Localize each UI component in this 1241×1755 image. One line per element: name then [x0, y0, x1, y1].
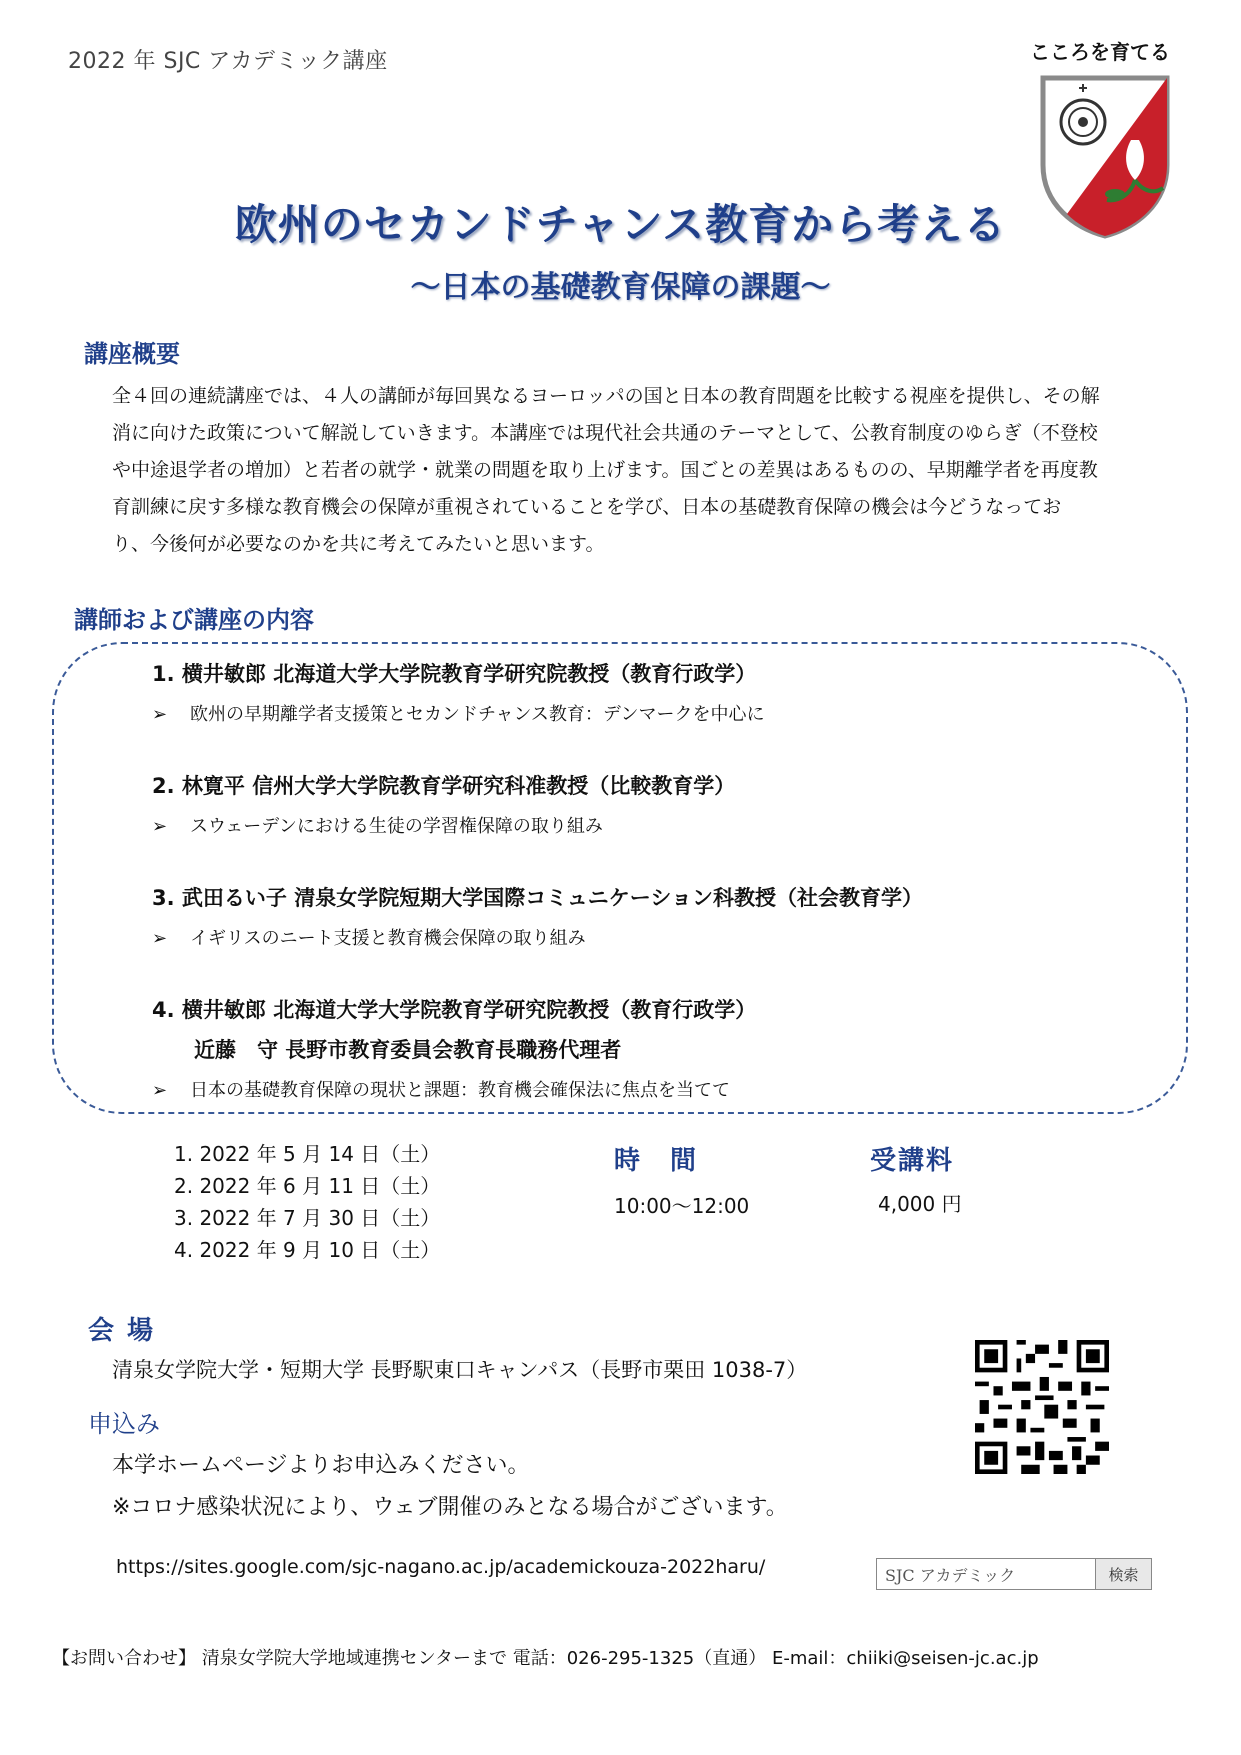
venue-label: 会 場 — [88, 1316, 156, 1346]
topic-text: スウェーデンにおける生徒の学習権保障の取り組み — [190, 816, 603, 837]
venue-value: 清泉女学院大学・短期大学 長野駅東口キャンパス（長野市栗田 1038-7） — [112, 1358, 808, 1382]
topic-4 — [152, 1076, 730, 1102]
series-label: 2022 年 SJC アカデミック講座 — [68, 49, 388, 74]
page-title: 欧州のセカンドチャンス教育から考える — [234, 200, 1007, 249]
lectures-heading: 講師および講座の内容 — [74, 606, 314, 634]
apply-label: 申込み — [88, 1410, 160, 1438]
bullet-arrow-icon: ➢ — [152, 704, 168, 725]
qr-code-icon[interactable] — [975, 1340, 1109, 1474]
overview-line: 育訓練に戻す多様な教育機会の保障が重視されていることを学び、日本の基礎教育保障の機会は今どうなってお — [112, 496, 1062, 518]
lecturer-3: 3. 武田るい子 清泉女学院短期大学国際コミュニケーション科教授（社会教育学） — [152, 886, 923, 910]
apply-url-link[interactable]: https://sites.google.com/sjc-nagano.ac.jp/academickouza-2022haru/ — [116, 1556, 766, 1578]
overview-line: 全４回の連続講座では、４人の講師が毎回異なるヨーロッパの国と日本の教育問題を比較する視座を提供し、その解 — [112, 385, 1100, 407]
topic-text: 日本の基礎教育保障の現状と課題：教育機会確保法に焦点を当てて — [190, 1080, 730, 1101]
lecturer-4: 4. 横井敏郎 北海道大学大学院教育学研究院教授（教育行政学） — [152, 998, 757, 1022]
fee-label: 受講料 — [870, 1146, 955, 1176]
time-value: 10:00～12:00 — [614, 1194, 750, 1218]
date-4: 4. 2022 年 9 月 10 日（土） — [174, 1238, 441, 1262]
bullet-arrow-icon: ➢ — [152, 816, 168, 837]
topic-2 — [152, 812, 603, 838]
search-button[interactable]: 検索 — [1095, 1559, 1151, 1589]
lecturer-4b: 近藤 守 長野市教育委員会教育長職務代理者 — [194, 1038, 622, 1062]
contact-info: 【お問い合わせ】 清泉女学院大学地域連携センターまで 電話：026-295-1325（直通） E-mail：chiiki@seisen-jc.ac.jp — [52, 1648, 1039, 1669]
apply-line1: 本学ホームページよりお申込みください。 — [112, 1453, 530, 1478]
time-label: 時 間 — [614, 1146, 699, 1176]
search-input[interactable] — [877, 1559, 1095, 1589]
topic-3 — [152, 924, 586, 950]
date-2: 2. 2022 年 6 月 11 日（土） — [174, 1174, 441, 1198]
date-3: 3. 2022 年 7 月 30 日（土） — [174, 1206, 441, 1230]
lecturer-1: 1. 横井敏郎 北海道大学大学院教育学研究院教授（教育行政学） — [152, 662, 757, 686]
page-subtitle: ～日本の基礎教育保障の課題～ — [410, 270, 831, 305]
topic-text: イギリスのニート支援と教育機会保障の取り組み — [190, 928, 586, 949]
overview-line: り、今後何が必要なのかを共に考えてみたいと思います。 — [112, 533, 605, 555]
search-box — [876, 1558, 1152, 1590]
bullet-arrow-icon: ➢ — [152, 928, 168, 949]
overview-text — [112, 378, 1182, 563]
overview-line: や中途退学者の増加）と若者の就学・就業の問題を取り上げます。国ごとの差異はあるものの、早期離学者を再度教 — [112, 459, 1098, 481]
fee-value: 4,000 円 — [878, 1192, 962, 1216]
apply-line2: ※コロナ感染状況により、ウェブ開催のみとなる場合がございます。 — [112, 1495, 788, 1520]
school-tagline: こころを育てる — [1030, 40, 1170, 64]
topic-1 — [152, 700, 765, 726]
bullet-arrow-icon: ➢ — [152, 1080, 168, 1101]
topic-text: 欧州の早期離学者支援策とセカンドチャンス教育：デンマークを中心に — [190, 704, 765, 725]
overview-heading: 講座概要 — [84, 340, 180, 368]
overview-line: 消に向けた政策について解説していきます。本講座では現代社会共通のテーマとして、公教育制度のゆらぎ（不登校 — [112, 422, 1098, 444]
lecturer-2: 2. 林寛平 信州大学大学院教育学研究科准教授（比較教育学） — [152, 774, 736, 798]
date-1: 1. 2022 年 5 月 14 日（土） — [174, 1142, 441, 1166]
